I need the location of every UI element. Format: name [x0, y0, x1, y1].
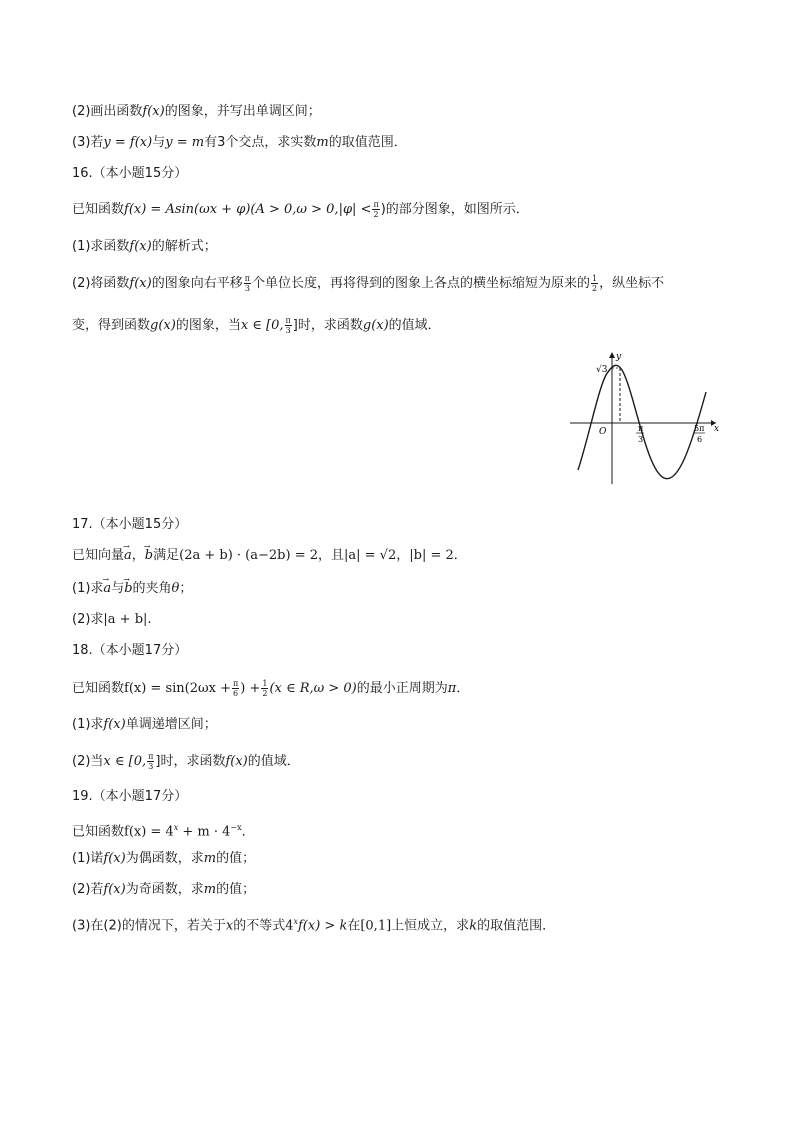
text: ]时，求函数 — [155, 754, 226, 769]
text: (1)求 — [72, 717, 104, 732]
text: 的值域． — [247, 754, 300, 769]
math: f(x) = 4 — [124, 824, 174, 840]
math: (2a + b) · (a−2b) = 2 — [179, 548, 318, 563]
fraction — [147, 752, 154, 771]
math: f(x) — [103, 882, 126, 897]
math: k — [469, 918, 478, 934]
text: 的值； — [216, 851, 256, 866]
q19-part2 — [72, 881, 255, 899]
max-value-label: √3 — [596, 365, 608, 375]
text: 的取值范围． — [328, 135, 407, 150]
q17-header: 17.（本小题15分） — [72, 517, 188, 532]
q17-stem — [72, 547, 467, 565]
math: f(x) — [142, 104, 165, 119]
q18-stem — [72, 679, 469, 698]
text: 的不等式 — [233, 918, 286, 934]
fraction — [244, 274, 251, 293]
text: ． — [241, 824, 255, 840]
q19-part3 — [72, 913, 555, 935]
text: 的值域． — [388, 318, 441, 333]
text: (2)将函数 — [72, 276, 130, 291]
q18-part2 — [72, 752, 300, 771]
q18-header: 18.（本小题17分） — [72, 643, 188, 658]
math: f(x) = sin(2ωx + — [124, 681, 231, 696]
math: f(x) — [129, 276, 152, 291]
q15-part2 — [72, 103, 321, 121]
y-axis-arrow — [609, 352, 615, 358]
math: θ — [171, 581, 180, 596]
math: f(x) — [225, 754, 248, 769]
math: m — [203, 851, 217, 866]
math: x ∈ [0, — [240, 318, 284, 333]
text: 单调递增区间； — [125, 717, 217, 732]
text: ，且 — [318, 548, 345, 563]
q16-part1 — [72, 238, 217, 256]
math: 4 — [285, 918, 294, 934]
text: 的值； — [216, 882, 256, 897]
math: m — [203, 882, 217, 897]
text: )的部分图象，如图所示． — [380, 202, 529, 217]
text: ， — [131, 548, 145, 563]
math: (x ∈ R,ω > 0) — [269, 681, 357, 696]
fraction — [232, 679, 239, 698]
frac-num: 1 — [262, 679, 268, 688]
frac-den: 3 — [244, 284, 250, 293]
text: 已知向量 — [72, 548, 125, 563]
x-axis-label: x — [714, 424, 720, 434]
tick-label-5pi6-num: 5π — [694, 424, 705, 433]
text: (3)若 — [72, 135, 104, 150]
math: f(x) — [103, 717, 126, 732]
text: 上恒成立，求 — [391, 918, 470, 934]
math: ) + — [240, 681, 261, 696]
text: ，纵坐标不 — [599, 276, 665, 291]
frac-den: 3 — [285, 326, 291, 335]
fraction — [591, 274, 598, 293]
q19-part1 — [72, 850, 255, 868]
frac-num: π — [373, 200, 379, 209]
q19-header: 19.（本小题17分） — [72, 789, 188, 804]
math: g(x) — [150, 318, 176, 333]
q16-part2-line2 — [72, 316, 441, 335]
text: 在 — [347, 918, 361, 934]
frac-num: π — [285, 316, 291, 325]
frac-den: 2 — [373, 210, 379, 219]
origin-label: O — [599, 427, 607, 437]
math: f(x) = Asin(ωx + φ)(A > 0,ω > 0,|φ| < — [124, 202, 372, 217]
text: 的图象向右平移 — [151, 276, 243, 291]
vector-b: → b — [145, 547, 153, 565]
q17-part2 — [72, 611, 152, 629]
vector-a: → a — [103, 580, 111, 598]
text: (1)求 — [72, 581, 104, 596]
math: |a| = √2 — [344, 548, 397, 563]
math: y = m — [165, 135, 205, 150]
text: ． — [453, 548, 467, 563]
tick-label-pi3-num: π — [638, 424, 644, 433]
text: . — [147, 612, 152, 627]
frac-den: 2 — [262, 689, 268, 698]
q16-part2-line1 — [72, 274, 664, 293]
text: 的图象，当 — [175, 318, 241, 333]
frac-den: 6 — [233, 689, 239, 698]
text: (2)当 — [72, 754, 104, 769]
sine-graph-figure — [566, 350, 726, 490]
math: |b| = 2 — [409, 548, 454, 563]
text: 已知函数 — [72, 681, 125, 696]
q19-stem — [72, 819, 255, 841]
text: (2)求 — [72, 612, 104, 627]
math: g(x) — [362, 318, 389, 333]
text: 有3个交点，求实数 — [204, 135, 317, 150]
tick-label-pi3-den: 3 — [638, 435, 644, 444]
text: (3)在(2)的情况下，若关于 — [72, 918, 226, 934]
math: y = f(x) — [103, 135, 153, 150]
exponent: −x — [230, 823, 242, 832]
text: 的解析式； — [151, 239, 217, 254]
text: 与 — [152, 135, 166, 150]
fraction — [372, 200, 379, 219]
math: x ∈ [0, — [103, 754, 147, 769]
text: (2)画出函数 — [72, 104, 143, 119]
frac-den: 2 — [592, 284, 598, 293]
text: 已知函数 — [72, 824, 125, 840]
math: π — [447, 681, 457, 696]
text: (1)诺 — [72, 851, 104, 866]
y-axis-label: y — [616, 352, 622, 362]
vector-b: → b — [124, 580, 132, 598]
frac-num: π — [244, 274, 250, 283]
frac-num: 1 — [592, 274, 598, 283]
text: 个单位长度，再将得到的图象上各点的横坐标缩短为原来的 — [252, 276, 591, 291]
q16-header: 16.（本小题15分） — [72, 166, 188, 181]
fraction — [261, 679, 268, 698]
text: 已知函数 — [72, 202, 125, 217]
text: (1)求函数 — [72, 239, 130, 254]
exponent: x — [173, 823, 179, 832]
text: ． — [456, 681, 470, 696]
q15-part3 — [72, 134, 407, 152]
text: 与 — [111, 581, 125, 596]
text: 变，得到函数 — [72, 318, 151, 333]
math: m — [316, 135, 329, 150]
fraction — [285, 316, 292, 335]
math: x — [225, 918, 234, 934]
frac-den: 3 — [148, 762, 154, 771]
sine-curve — [578, 365, 706, 478]
math: |a + b| — [103, 612, 148, 627]
text: ； — [179, 581, 193, 596]
text: 的取值范围． — [477, 918, 556, 934]
q17-part1 — [72, 580, 192, 598]
exponent: x — [293, 917, 298, 926]
math: f(x) > k — [298, 918, 348, 934]
text: 为奇函数，求 — [125, 882, 204, 897]
tick-label-5pi6-den: 6 — [697, 435, 703, 444]
frac-num: π — [148, 752, 154, 761]
text: 的图象，并写出单调区间； — [164, 104, 321, 119]
frac-num: π — [232, 679, 239, 688]
math: f(x) — [103, 851, 126, 866]
q18-part1 — [72, 716, 217, 734]
text: (2)若 — [72, 882, 104, 897]
text: ]时，求函数 — [292, 318, 363, 333]
math: f(x) — [129, 239, 152, 254]
text: ， — [396, 548, 410, 563]
text: 的夹角 — [132, 581, 172, 596]
vector-a: → a — [124, 547, 132, 565]
text: 满足 — [153, 548, 180, 563]
q16-stem — [72, 200, 529, 219]
math: [0,1] — [360, 918, 392, 934]
math: + m · 4 — [178, 824, 231, 840]
text: 的最小正周期为 — [356, 681, 448, 696]
text: 为偶函数，求 — [125, 851, 204, 866]
